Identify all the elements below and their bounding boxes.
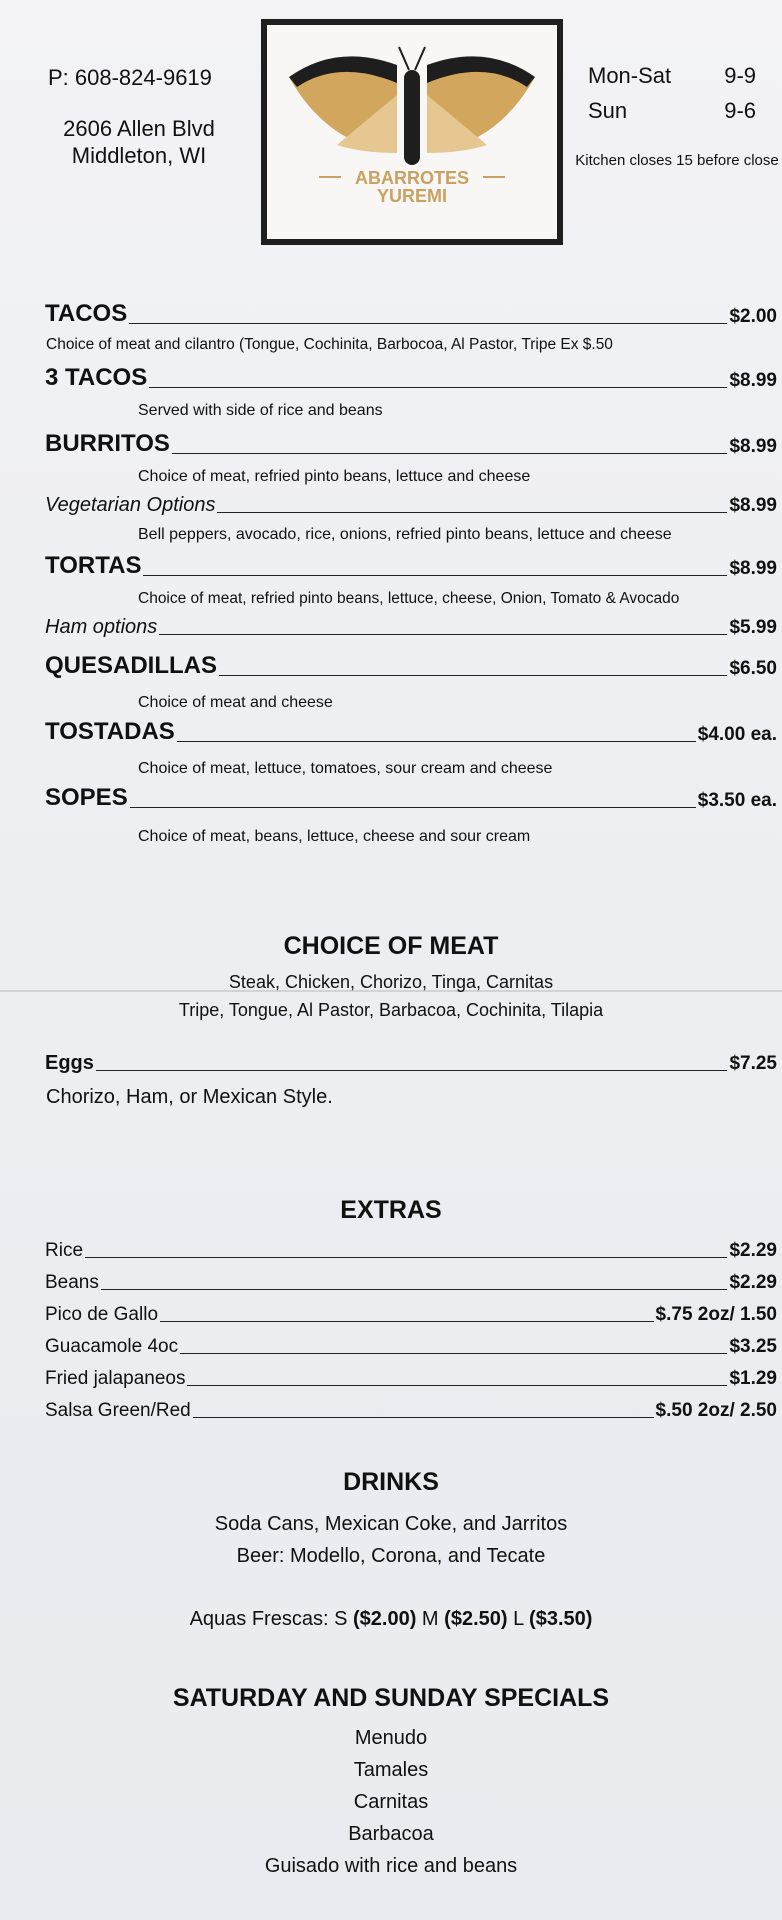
leader-line [219, 675, 727, 676]
aguas-large-label: L [513, 1608, 524, 1630]
drinks-list [0, 1508, 782, 1572]
item-name: SOPES [45, 784, 128, 811]
leader-line [129, 323, 727, 324]
extra-price: $3.25 [729, 1336, 777, 1357]
aguas-small-price: ($2.00) [352, 1608, 417, 1630]
extra-name: Guacamole 4oc [45, 1336, 179, 1357]
logo-name-line-2: YUREMI [376, 186, 448, 206]
extra-item [45, 1368, 777, 1390]
item-price: $3.50 ea. [697, 790, 777, 811]
item-name: TORTAS [45, 552, 142, 579]
item-price: $7.25 [729, 1053, 777, 1074]
menu-item-3-tacos [45, 364, 777, 392]
item-price: $8.99 [729, 436, 777, 457]
extra-price: $1.29 [729, 1368, 777, 1389]
leader-line [177, 741, 696, 742]
extra-name: Pico de Gallo [45, 1304, 159, 1325]
leader-line [96, 1070, 728, 1071]
item-price: $8.99 [729, 558, 777, 579]
specials-title: SATURDAY AND SUNDAY SPECIALS [172, 1684, 610, 1712]
item-description: Choice of meat and cilantro (Tongue, Cochinita, Barbocoa, Al Pastor, Tripe Ex $.50 [46, 336, 613, 353]
extra-item [45, 1304, 777, 1326]
item-description: Choice of meat, refried pinto beans, lettuce and cheese [138, 468, 531, 485]
item-description: Choice of meat, refried pinto beans, lettuce, cheese, Onion, Tomato & Avocado [138, 590, 680, 607]
item-price: $5.99 [729, 617, 777, 638]
hours-days: Mon-Sat [588, 63, 672, 88]
special-item: Menudo [354, 1727, 428, 1749]
extra-item [45, 1336, 777, 1358]
menu-item-ham [45, 616, 777, 639]
leader-line [149, 387, 727, 388]
specials-list [0, 1722, 782, 1882]
leader-line [101, 1289, 728, 1290]
item-description: Bell peppers, avocado, rice, onions, refried pinto beans, lettuce and cheese [138, 526, 672, 543]
item-description: Served with side of rice and beans [138, 402, 383, 419]
item-name: Eggs [45, 1052, 94, 1074]
menu-item-sopes [45, 784, 777, 812]
extra-name: Salsa Green/Red [45, 1400, 191, 1421]
item-name: TOSTADAS [45, 718, 175, 745]
menu-item-burritos [45, 430, 777, 458]
menu-item-tortas [45, 552, 777, 580]
meat-options-line-1: Steak, Chicken, Chorizo, Tinga, Carnitas [228, 972, 554, 992]
item-price: $8.99 [729, 495, 777, 516]
extra-price: $2.29 [729, 1240, 777, 1261]
extra-name: Fried jalapaneos [45, 1368, 186, 1389]
special-item: Carnitas [353, 1791, 429, 1813]
leader-line [193, 1417, 654, 1418]
kitchen-note: Kitchen closes 15 before close [575, 152, 779, 169]
contact-info [48, 64, 230, 169]
leader-line [85, 1257, 727, 1258]
special-item: Barbacoa [348, 1823, 434, 1845]
extra-price: $.50 2oz/ 2.50 [655, 1400, 777, 1421]
extra-price: $2.29 [729, 1272, 777, 1293]
hours-time: 9-6 [724, 98, 756, 123]
meat-options-line-2: Tripe, Tongue, Al Pastor, Barbacoa, Cochinita, Tilapia [178, 1000, 604, 1020]
extra-name: Beans [45, 1272, 99, 1293]
leader-line [217, 512, 727, 513]
leader-line [130, 807, 696, 808]
extra-item [45, 1272, 777, 1294]
menu-item-tacos [45, 300, 777, 328]
butterfly-logo-icon [267, 25, 557, 239]
special-item: Tamales [353, 1759, 429, 1781]
leader-line [160, 1321, 654, 1322]
special-item: Guisado with rice and beans [264, 1855, 518, 1877]
extra-name: Rice [45, 1240, 84, 1261]
extra-item [45, 1240, 777, 1262]
item-description: Choice of meat, lettuce, tomatoes, sour cream and cheese [138, 760, 553, 777]
extra-price: $.75 2oz/ 1.50 [655, 1304, 777, 1325]
item-price: $2.00 [729, 306, 777, 327]
store-hours [588, 58, 778, 128]
menu-item-vegetarian [45, 494, 777, 517]
extra-item [45, 1400, 777, 1422]
drinks-line-1: Soda Cans, Mexican Coke, and Jarritos [214, 1513, 568, 1535]
item-name: Vegetarian Options [45, 494, 216, 516]
leader-line [187, 1385, 727, 1386]
item-description: Choice of meat, beans, lettuce, cheese and sour cream [138, 828, 531, 845]
menu-item-quesadillas [45, 652, 777, 680]
menu-item-tostadas [45, 718, 777, 746]
address-line-1: 2606 Allen Blvd [63, 116, 215, 141]
item-price: $4.00 ea. [697, 724, 777, 745]
hours-row [588, 93, 778, 128]
hours-row [588, 58, 778, 93]
item-name: Ham options [45, 616, 158, 638]
eggs-description: Chorizo, Ham, or Mexican Style. [46, 1086, 333, 1108]
item-price: $8.99 [729, 370, 777, 391]
aguas-label: Aquas Frescas: S [189, 1608, 348, 1630]
store-logo [261, 19, 563, 245]
leader-line [172, 453, 728, 454]
item-price: $6.50 [729, 658, 777, 679]
item-name: BURRITOS [45, 430, 170, 457]
item-description: Choice of meat and cheese [138, 694, 333, 711]
menu-item-eggs [45, 1052, 777, 1075]
aguas-large-price: ($3.50) [529, 1608, 593, 1630]
item-name: 3 TACOS [45, 364, 148, 391]
meat-options [0, 968, 782, 1024]
drinks-line-2: Beer: Modello, Corona, and Tecate [236, 1545, 546, 1567]
leader-line [143, 575, 727, 576]
logo-name-line-1: ABARROTES [354, 168, 470, 188]
aguas-medium-price: ($2.50) [444, 1608, 508, 1630]
leader-line [159, 634, 727, 635]
drinks-title: DRINKS [343, 1468, 439, 1496]
aguas-medium-label: M [421, 1608, 439, 1630]
aguas-frescas [0, 1608, 782, 1631]
leader-line [180, 1353, 727, 1354]
item-name: QUESADILLAS [45, 652, 218, 679]
address-line-2: Middleton, WI [71, 143, 207, 168]
item-name: TACOS [45, 300, 128, 327]
choice-of-meat-title: CHOICE OF MEAT [283, 932, 499, 960]
extras-title: EXTRAS [340, 1196, 442, 1224]
phone-number: P: 608-824-9619 [48, 65, 212, 90]
hours-time: 9-9 [724, 63, 756, 88]
hours-days: Sun [588, 98, 628, 123]
